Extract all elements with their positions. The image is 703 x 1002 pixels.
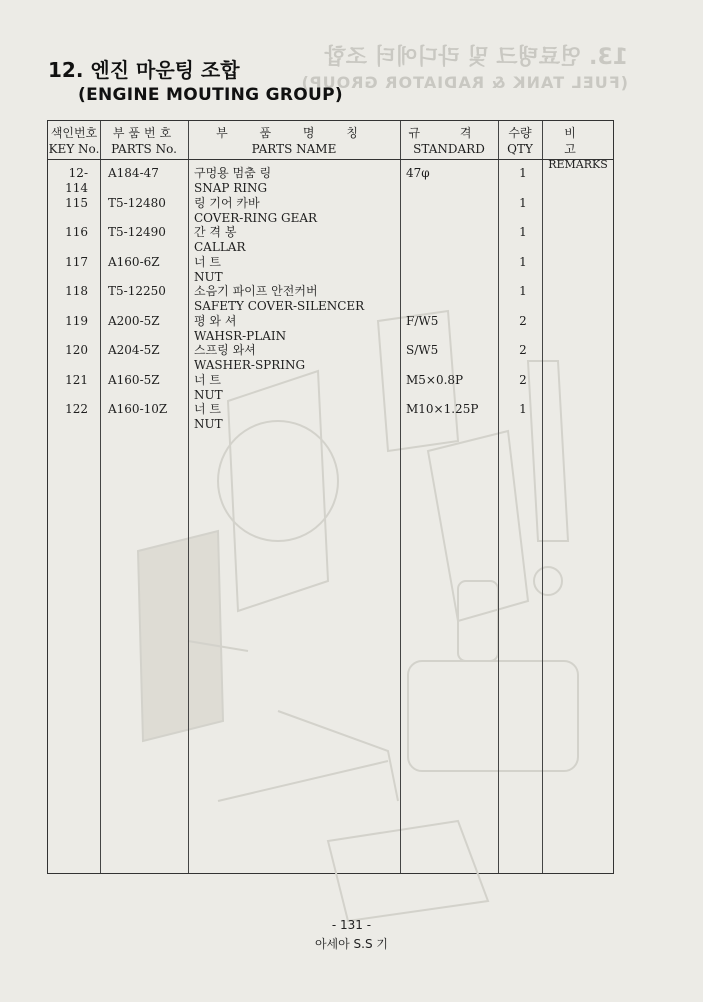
row-qty: 2 — [519, 373, 527, 387]
ghost-title-english: (FUEL TANK & RADIATOR GROUP) — [300, 73, 628, 92]
row-key: 118 — [65, 284, 88, 298]
row-qty: 1 — [519, 225, 527, 239]
row-parts-name: 링 기어 카바 COVER-RING GEAR — [194, 196, 318, 225]
header-divider — [48, 159, 613, 160]
row-qty: 1 — [519, 255, 527, 269]
row-standard: M5×0.8P — [406, 373, 464, 387]
row-qty: 1 — [519, 196, 527, 210]
row-standard: 47φ — [406, 166, 430, 180]
row-key: 116 — [65, 225, 88, 239]
row-standard: S/W5 — [406, 343, 439, 357]
row-part-no: A184-47 — [108, 166, 159, 180]
row-key: 117 — [65, 255, 88, 269]
header-remarks: 비 고 REMARKS — [548, 126, 608, 171]
row-qty: 1 — [519, 284, 527, 298]
row-parts-name: 너 트 NUT — [194, 402, 223, 431]
row-key: 122 — [65, 402, 88, 416]
row-qty: 1 — [519, 166, 527, 180]
header-key: 색인번호 KEY No. — [48, 126, 100, 156]
row-part-no: T5-12490 — [108, 225, 166, 239]
row-part-no: A160-10Z — [108, 402, 168, 416]
row-part-no: A160-5Z — [108, 373, 160, 387]
row-key: 119 — [65, 314, 88, 328]
header-qty: 수량 QTY — [507, 126, 533, 156]
row-qty: 2 — [519, 343, 527, 357]
parts-table — [47, 120, 614, 874]
row-standard: F/W5 — [406, 314, 439, 328]
row-part-no: A200-5Z — [108, 314, 160, 328]
row-part-no: T5-12480 — [108, 196, 166, 210]
header-standard: 규 격 STANDARD — [408, 126, 490, 156]
row-key: 120 — [65, 343, 88, 357]
page-number: - 131 - — [331, 918, 372, 932]
row-parts-name: 구멍용 멈춤 링 SNAP RING — [194, 166, 272, 195]
row-qty: 2 — [519, 314, 527, 328]
page-title: 12. 엔진 마운팅 조합 — [48, 58, 240, 82]
header-part-no: 부품번호 PARTS No. — [111, 126, 177, 156]
row-key: 115 — [65, 196, 88, 210]
row-qty: 1 — [519, 402, 527, 416]
row-key: 12-114 — [65, 166, 88, 195]
row-parts-name: 너 트 NUT — [194, 255, 223, 284]
page-subtitle: (ENGINE MOUTING GROUP) — [78, 85, 343, 105]
column-divider — [498, 121, 499, 873]
row-part-no: A204-5Z — [108, 343, 160, 357]
row-parts-name: 소음기 파이프 안전커버 SAFETY COVER-SILENCER — [194, 284, 365, 313]
row-key: 121 — [65, 373, 88, 387]
row-part-no: T5-12250 — [108, 284, 166, 298]
row-standard: M10×1.25P — [406, 402, 479, 416]
column-divider — [542, 121, 543, 873]
row-part-no: A160-6Z — [108, 255, 160, 269]
row-parts-name: 간 격 봉 CALLAR — [194, 225, 246, 254]
row-parts-name: 스프링 와셔 WASHER-SPRING — [194, 343, 306, 372]
column-divider — [100, 121, 101, 873]
row-parts-name: 평 와 셔 WAHSR-PLAIN — [194, 314, 287, 343]
ghost-title-korean: 13. 연료탱크 및 라디에터 조합 — [324, 45, 628, 70]
header-parts-name: 부 품 명 칭 PARTS NAME — [216, 126, 372, 156]
row-parts-name: 너 트 NUT — [194, 373, 223, 402]
publisher-name: 아세아 S.S 기 — [314, 937, 389, 951]
